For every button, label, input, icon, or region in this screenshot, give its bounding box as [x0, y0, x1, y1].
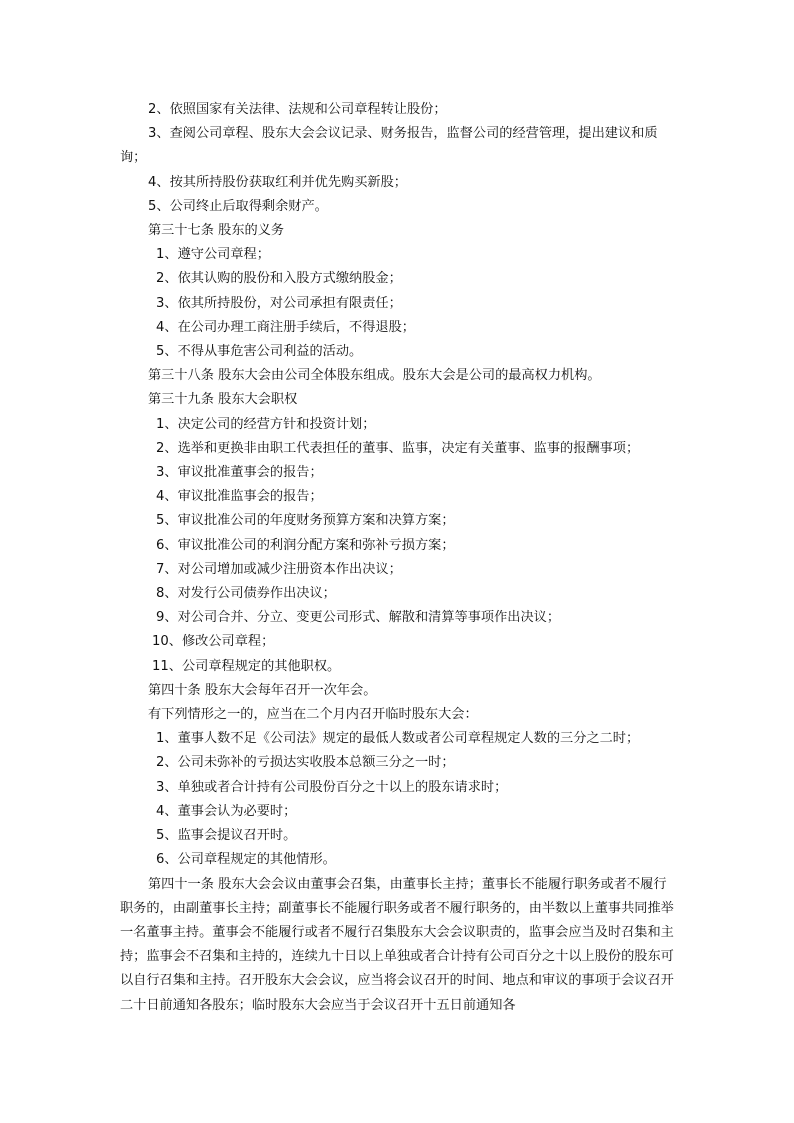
- paragraph: 1、董事人数不足《公司法》规定的最低人数或者公司章程规定人数的三分之二时；: [156, 731, 640, 747]
- paragraph: 第四十条 股东大会每年召开一次年会。: [148, 682, 377, 698]
- paragraph: 3、审议批准董事会的报告；: [156, 465, 323, 481]
- paragraph: 1、决定公司的经营方针和投资计划；: [156, 416, 376, 432]
- paragraph: 5、公司终止后取得剩余财产。: [148, 198, 328, 214]
- paragraph: 3、查阅公司章程、股东大会会议记录、财务报告，监督公司的经营管理，提出建议和质询；: [120, 126, 658, 166]
- paragraph: 2、依照国家有关法律、法规和公司章程转让股份；: [148, 102, 447, 117]
- paragraph: 11、公司章程规定的其他职权。: [152, 658, 341, 674]
- paragraph: 6、审议批准公司的利润分配方案和弥补亏损方案；: [156, 537, 455, 553]
- paragraph: 5、审议批准公司的年度财务预算方案和决算方案；: [156, 513, 455, 529]
- paragraph: 第四十一条 股东大会会议由董事会召集，由董事长主持；董事长不能履行职务或者不履行职务的，由副董事长主持；副董事长不能履行职务或者不履行职务的，由半数以上董事共同推举一名董事主持。董事会不能履行或者不履行召集股东大会会议职责的，监事会应当及时召集和主持；监事会不召集和主持的，连续九十日以上单独或者合计持有公司百分之十以上股份的股东可以自行召集和主持。召开股东大会会议，应当将会议召开的时间、地点和审议的事项于会议召开二十日前通知各股东；临时股东大会应当于会议召开十五日前通知各: [120, 876, 674, 1013]
- paragraph: 5、不得从事危害公司利益的活动。: [156, 344, 363, 360]
- paragraph: 2、选举和更换非由职工代表担任的董事、监事，决定有关董事、监事的报酬事项；: [156, 440, 640, 456]
- paragraph: 4、按其所持股份获取红利并优先购买新股；: [148, 174, 407, 190]
- paragraph: 8、对发行公司债券作出决议；: [156, 586, 336, 602]
- paragraph: 10、修改公司章程；: [152, 634, 275, 650]
- paragraph: 6、公司章程规定的其他情形。: [156, 852, 336, 868]
- document-body: [120, 98, 676, 1018]
- paragraph: 3、依其所持股份，对公司承担有限责任；: [156, 295, 402, 311]
- paragraph: 1、遵守公司章程；: [156, 247, 270, 263]
- paragraph: 2、公司未弥补的亏损达实收股本总额三分之一时；: [156, 755, 455, 771]
- paragraph: 有下列情形之一的，应当在二个月内召开临时股东大会：: [148, 707, 478, 723]
- paragraph: 第三十八条 股东大会由公司全体股东组成。股东大会是公司的最高权力机构。: [148, 368, 601, 384]
- paragraph: 7、对公司增加或减少注册资本作出决议；: [156, 561, 402, 577]
- paragraph: 4、审议批准监事会的报告；: [156, 489, 323, 505]
- paragraph: 4、在公司办理工商注册手续后，不得退股；: [156, 319, 415, 335]
- paragraph: 3、单独或者合计持有公司股份百分之十以上的股东请求时；: [156, 779, 508, 795]
- paragraph: 2、依其认购的股份和入股方式缴纳股金；: [156, 271, 402, 287]
- paragraph: 5、监事会提议召开时。: [156, 828, 297, 844]
- paragraph: 9、对公司合并、分立、变更公司形式、解散和清算等事项作出决议；: [156, 610, 561, 626]
- paragraph: 第三十七条 股东的义务: [148, 223, 285, 239]
- paragraph: 4、董事会认为必要时；: [156, 803, 297, 819]
- paragraph: 第三十九条 股东大会职权: [148, 392, 298, 408]
